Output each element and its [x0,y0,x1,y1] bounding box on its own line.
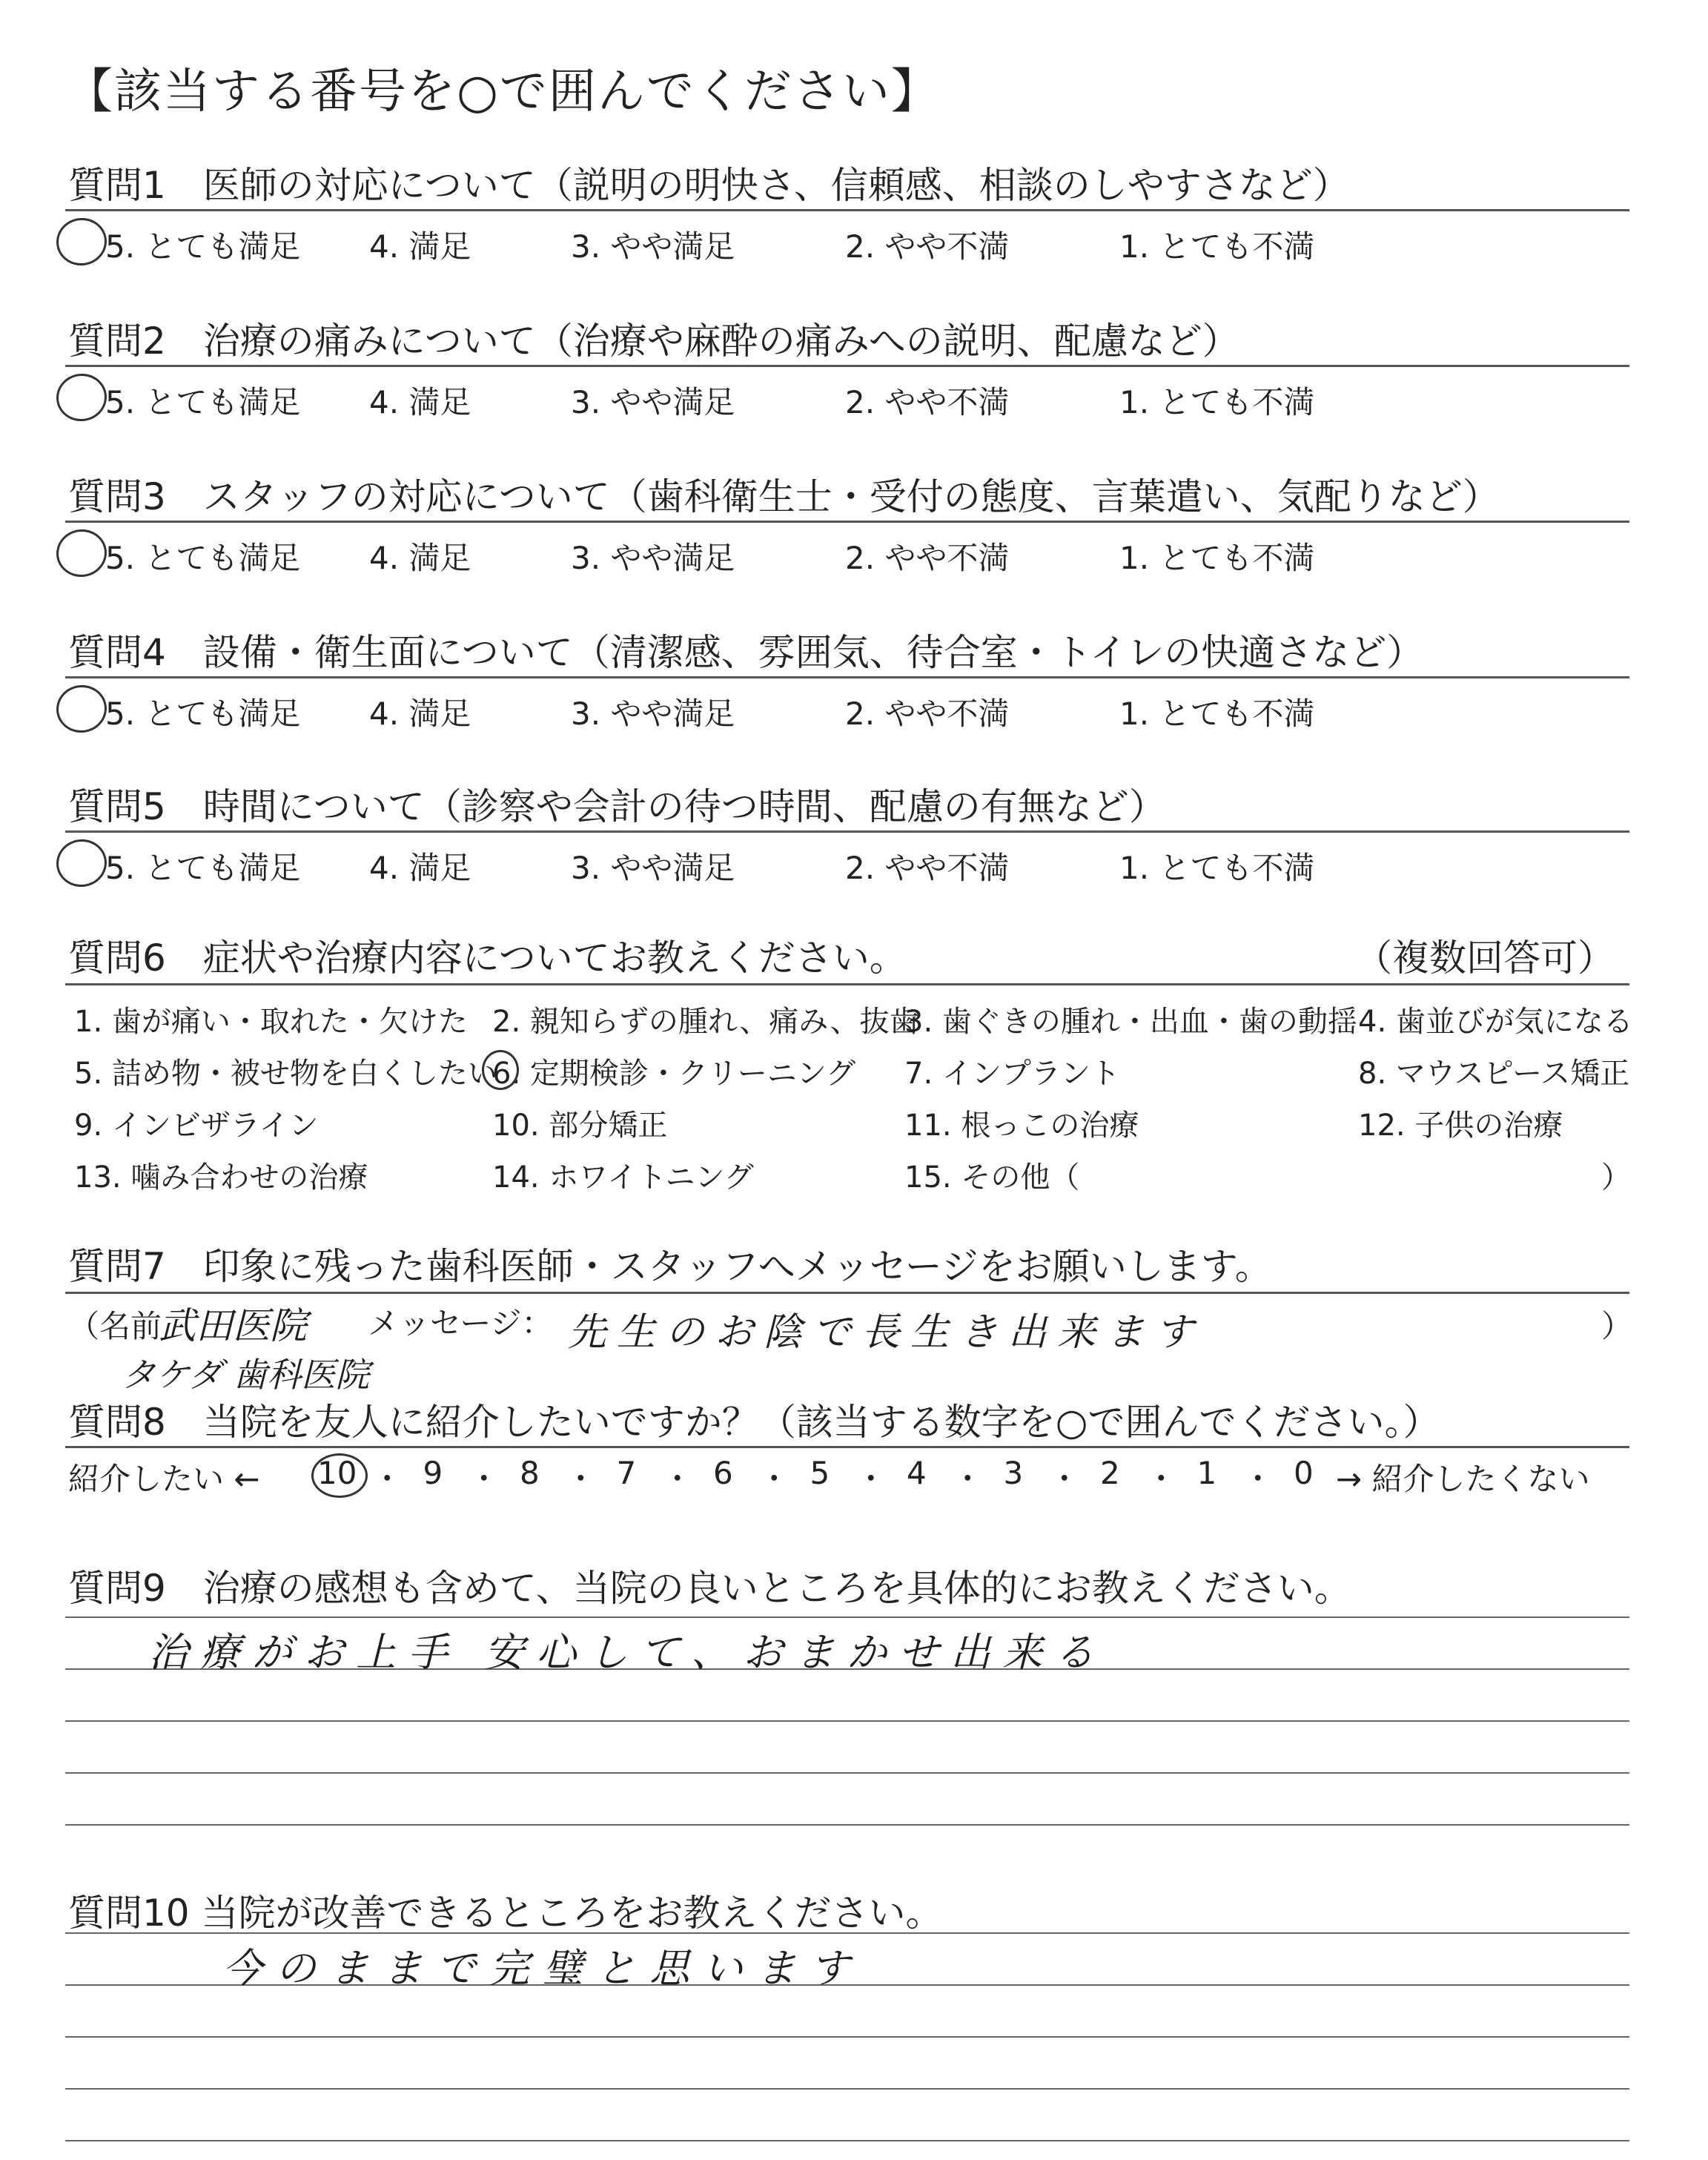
q6-option-9[interactable]: 9. インビザライン [74,1109,319,1143]
q6-option-15[interactable]: 15. その他（ [904,1160,1080,1195]
q5-option-1[interactable]: 1. とても不満 [1119,850,1315,886]
q8-score-10[interactable]: 10 [317,1455,357,1491]
q8-score-1[interactable]: 1 [1196,1455,1217,1491]
q8-score-8[interactable]: 8 [520,1455,540,1491]
q6-option-5[interactable]: 5. 詰め物・被せ物を白くしたい [74,1057,497,1091]
q9-line-4 [65,1772,1629,1774]
q8-scale-dot: ・ [565,1461,597,1497]
q6-option-10[interactable]: 10. 部分矯正 [492,1109,668,1143]
q5-option-4[interactable]: 4. 満足 [369,850,471,886]
q6-option-13[interactable]: 13. 噛み合わせの治療 [74,1160,368,1195]
q6-option-12[interactable]: 12. 子供の治療 [1358,1109,1563,1143]
q2-option-2[interactable]: 2. やや不満 [845,384,1010,420]
q6-option-6[interactable]: 6. 定期検診・クリーニング [492,1057,856,1091]
q4-option-2[interactable]: 2. やや不満 [845,696,1010,732]
q7-handwritten-message: 先生のお陰で長生き出来ます [568,1310,1205,1355]
q8-scale-dot: ・ [952,1461,984,1497]
q7-name-label: （名前 [68,1308,162,1344]
q10-line-5 [65,2140,1629,2141]
q5-option-3[interactable]: 3. やや満足 [571,850,735,886]
q8-selection-circle [311,1453,368,1498]
q3-option-1[interactable]: 1. とても不満 [1119,540,1315,576]
q6-option-3[interactable]: 3. 歯ぐきの腫れ・出血・歯の動揺 [904,1005,1357,1039]
q2-option-3[interactable]: 3. やや満足 [571,384,735,420]
q5-divider [65,830,1629,833]
q8-scale-dot: ・ [758,1461,790,1497]
q7-message-label: メッセージ： [368,1305,553,1341]
q5-title: 質問5 時間について（診察や会計の待つ時間、配慮の有無など） [68,785,1166,828]
q10-handwritten-answer: 今のままで完璧と思います [222,1945,863,1992]
q3-divider [65,521,1629,523]
q8-scale-dot: ・ [1145,1461,1177,1497]
q4-option-4[interactable]: 4. 満足 [369,696,471,732]
q4-divider [65,676,1629,678]
q4-selection-circle [53,682,110,736]
q1-title: 質問1 医師の対応について（説明の明快さ、信頼感、相談のしやすさなど） [68,164,1350,207]
q9-line-1 [65,1616,1629,1618]
q8-score-3[interactable]: 3 [1003,1455,1024,1491]
q6-option-1[interactable]: 1. 歯が痛い・取れた・欠けた [74,1005,468,1039]
q8-divider [65,1446,1629,1448]
q8-scale-dot: ・ [1048,1461,1080,1497]
q5-selection-circle [53,836,110,891]
q8-scale-dot: ・ [371,1461,403,1497]
q8-score-2[interactable]: 2 [1100,1455,1120,1491]
q4-option-5[interactable]: 5. とても満足 [105,696,301,732]
q10-line-4 [65,2088,1629,2090]
q8-scale-dot: ・ [468,1461,500,1497]
form-header: 【該当する番号を○で囲んでください】 [65,65,940,119]
q6-option-11[interactable]: 11. 根っこの治療 [904,1109,1139,1143]
q2-selection-circle [53,371,110,425]
q6-option-14[interactable]: 14. ホワイトニング [492,1160,754,1195]
q6-note: （複数回答可） [1355,937,1615,980]
q8-score-7[interactable]: 7 [616,1455,637,1491]
q9-line-3 [65,1720,1629,1722]
q2-option-5[interactable]: 5. とても満足 [105,384,301,420]
q7-close-paren: ） [1601,1308,1633,1344]
q5-option-5[interactable]: 5. とても満足 [105,850,301,886]
q7-title: 質問7 印象に残った歯科医師・スタッフへメッセージをお願いします。 [68,1245,1272,1288]
q8-right-label: → 紹介したくない [1336,1461,1590,1497]
q1-selection-circle [53,215,110,269]
q3-selection-circle [53,526,110,581]
q8-scale-dot: ・ [855,1461,887,1497]
q1-option-4[interactable]: 4. 満足 [369,228,471,265]
q4-option-3[interactable]: 3. やや満足 [571,696,735,732]
q1-option-2[interactable]: 2. やや不満 [845,228,1010,265]
q4-option-1[interactable]: 1. とても不満 [1119,696,1315,732]
q2-option-4[interactable]: 4. 満足 [369,384,471,420]
q10-line-1 [65,1932,1629,1934]
q8-score-0[interactable]: 0 [1294,1455,1314,1491]
q3-option-5[interactable]: 5. とても満足 [105,540,301,576]
q2-divider [65,365,1629,367]
q6-other-close-paren: ） [1601,1160,1631,1195]
q2-title: 質問2 治療の痛みについて（治療や麻酔の痛みへの説明、配慮など） [68,320,1239,363]
q1-option-1[interactable]: 1. とても不満 [1119,228,1315,265]
q6-option-8[interactable]: 8. マウスピース矯正 [1358,1057,1630,1091]
q3-option-2[interactable]: 2. やや不満 [845,540,1010,576]
q10-line-3 [65,2036,1629,2038]
q3-option-3[interactable]: 3. やや満足 [571,540,735,576]
q8-score-9[interactable]: 9 [423,1455,443,1491]
q1-divider [65,209,1629,211]
q9-handwritten-answer: 治療がお上手 安心して、おまかせ出来る [148,1629,1107,1676]
q8-score-5[interactable]: 5 [810,1455,830,1491]
q1-option-3[interactable]: 3. やや満足 [571,228,735,265]
q7-handwritten-name-2: タケダ 歯科医院 [122,1355,370,1395]
q6-selection-circle [482,1050,519,1090]
q6-divider [65,983,1629,985]
q4-title: 質問4 設備・衛生面について（清潔感、雰囲気、待合室・トイレの快適さなど） [68,631,1424,674]
q8-left-label: 紹介したい ← [68,1461,260,1497]
q9-title: 質問9 治療の感想も含めて、当院の良いところを具体的にお教えください。 [68,1567,1351,1610]
q6-option-4[interactable]: 4. 歯並びが気になる [1358,1005,1633,1039]
q6-option-7[interactable]: 7. インプラント [904,1057,1120,1091]
q2-option-1[interactable]: 1. とても不満 [1119,384,1315,420]
q6-title: 質問6 症状や治療内容についてお教えください。 [68,937,907,980]
q1-option-5[interactable]: 5. とても満足 [105,228,301,265]
q6-option-2[interactable]: 2. 親知らずの腫れ、痛み、抜歯 [492,1005,919,1039]
q8-title: 質問8 当院を友人に紹介したいですか？（該当する数字を○で囲んでください。） [68,1401,1440,1444]
q7-divider [65,1292,1629,1294]
q9-line-5 [65,1824,1629,1826]
q3-option-4[interactable]: 4. 満足 [369,540,471,576]
q8-scale-dot: ・ [661,1461,693,1497]
q8-scale-dot: ・ [1242,1461,1274,1497]
q5-option-2[interactable]: 2. やや不満 [845,850,1010,886]
q8-score-6[interactable]: 6 [713,1455,733,1491]
q7-handwritten-name-1: 武田医院 [159,1304,307,1347]
q8-score-4[interactable]: 4 [907,1455,927,1491]
q10-title: 質問10 当院が改善できるところをお教えください。 [68,1892,943,1935]
q3-title: 質問3 スタッフの対応について（歯科衛生士・受付の態度、言葉遣い、気配りなど） [68,475,1500,518]
